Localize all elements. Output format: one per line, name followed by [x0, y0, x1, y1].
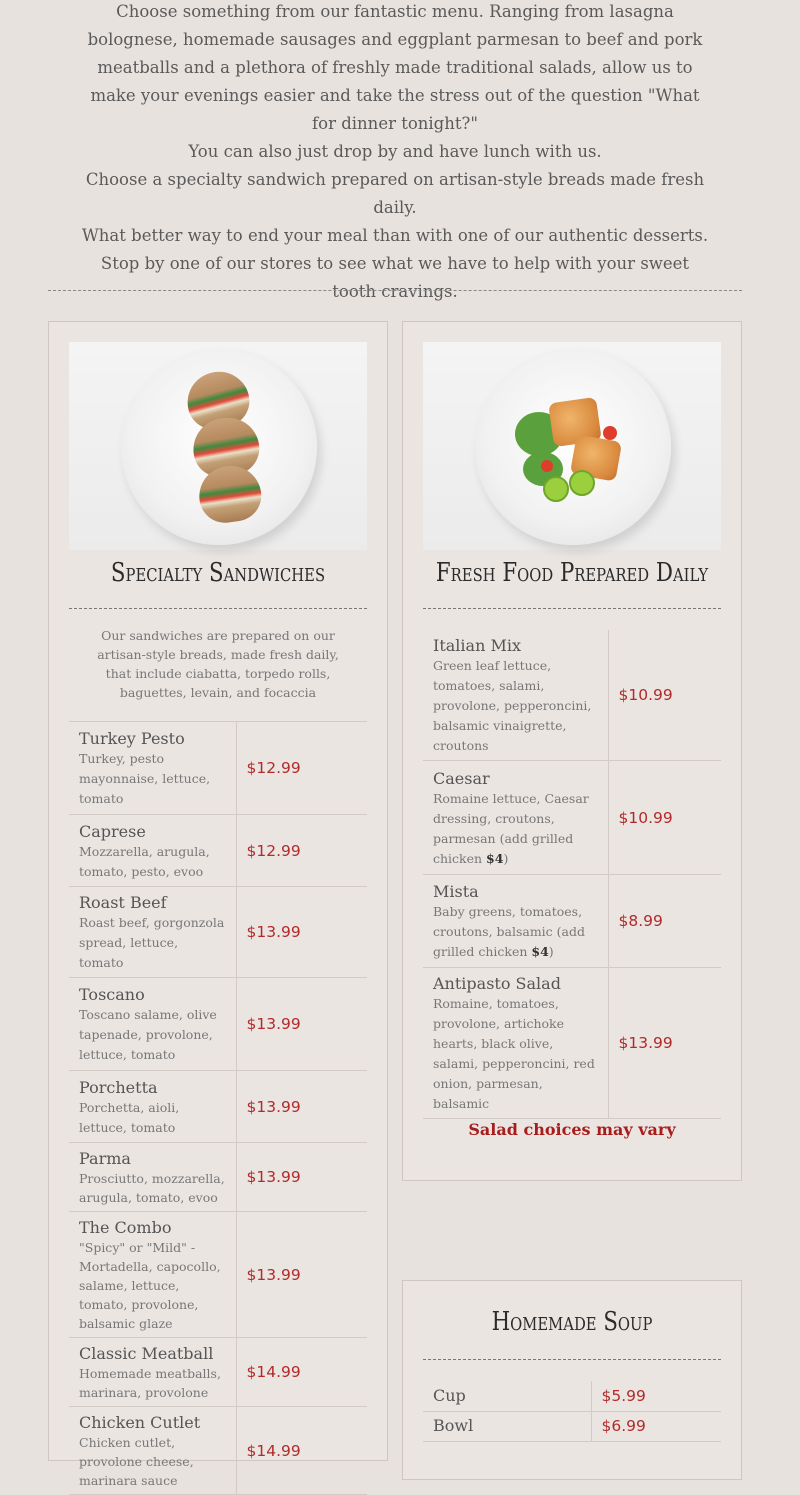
intro-paragraph: Choose something from our fantastic menu. Ranging from lasagna bolognese, homemade sausages and eggplant parmesan to beef and pork meatballs and a plethora of freshly made traditional salads, allow us to make your evenings easier and take the stress out of the question "What for dinner tonight?" — [87, 2, 703, 133]
item-description: Green leaf lettuce, tomatoes, salami, provolone, pepperoncini, balsamic vinaigrette, croutons — [433, 658, 592, 753]
item-name: Bowl — [433, 1416, 474, 1435]
item-description: "Spicy" or "Mild" - Mortadella, capocollo, salame, lettuce, tomato, provolone, balsamic glaze — [79, 1240, 221, 1331]
item-price: $14.99 — [246, 1363, 301, 1381]
intro-text — [80, 0, 710, 306]
item-name: Mista — [433, 882, 479, 901]
intro-line: What better way to end your meal than with one of our authentic desserts. — [81, 226, 709, 245]
item-name: The Combo — [79, 1218, 172, 1237]
salads-card — [402, 321, 742, 1181]
item-name: Turkey Pesto — [79, 729, 185, 748]
item-description: Homemade meatballs, marinara, provolone — [79, 1366, 221, 1400]
sandwiches-description: Our sandwiches are prepared on our artisan-style breads, made fresh daily, that include ciabatta, torpedo rolls, baguettes, levain, and focaccia — [97, 628, 339, 700]
sandwich-photo — [69, 342, 367, 550]
item-price: $13.99 — [246, 1015, 301, 1033]
tomato-shape — [541, 460, 553, 472]
sandwiches-title: Specialty Sandwiches — [110, 558, 326, 588]
item-price: $10.99 — [618, 808, 673, 827]
item-name: Classic Meatball — [79, 1344, 214, 1363]
item-description: Porchetta, aioli, lettuce, tomato — [79, 1099, 180, 1135]
item-price: $6.99 — [601, 1417, 646, 1435]
item-price: $13.99 — [246, 1097, 301, 1116]
item-description: Turkey, pesto mayonnaise, lettuce, tomato — [79, 751, 211, 806]
intro-line: Choose a specialty sandwich prepared on artisan-style breads made fresh daily. — [85, 170, 705, 217]
table-row — [423, 1381, 721, 1411]
table-row — [69, 1407, 367, 1495]
salad-note: Salad choices may vary — [468, 1120, 676, 1139]
lime-slice — [569, 470, 595, 496]
item-description: Prosciutto, mozzarella, arugula, tomato, evoo — [79, 1171, 225, 1205]
table-row — [69, 1143, 367, 1212]
item-name: Italian Mix — [433, 636, 521, 655]
item-price: $12.99 — [246, 759, 301, 777]
table-row — [423, 875, 721, 968]
salad-photo — [423, 342, 721, 550]
item-name: Roast Beef — [79, 893, 167, 912]
table-row — [423, 630, 721, 761]
item-description: Baby greens, tomatoes, croutons, balsamic (add grilled chicken $4) — [433, 904, 585, 959]
item-price: $13.99 — [246, 1265, 301, 1284]
item-name: Antipasto Salad — [433, 974, 561, 993]
sandwiches-card — [48, 321, 388, 1488]
sandwich-menu-table — [69, 721, 367, 1495]
table-row — [69, 722, 367, 815]
title-divider — [69, 608, 367, 609]
section-divider — [48, 290, 742, 291]
table-row — [69, 1338, 367, 1407]
item-name: Caesar — [433, 768, 490, 788]
table-row — [423, 1411, 721, 1441]
item-description: Toscano salame, olive tapenade, provolone, lettuce, tomato — [79, 1007, 217, 1062]
table-row — [69, 815, 367, 887]
intro-line: Stop by one of our stores to see what we have to help with your sweet tooth cravings. — [100, 254, 690, 301]
item-price: $12.99 — [246, 841, 301, 860]
item-name: Cup — [433, 1385, 466, 1405]
table-row — [69, 1071, 367, 1143]
item-name: Porchetta — [79, 1077, 158, 1097]
item-price: $14.99 — [246, 1441, 301, 1460]
table-row — [423, 968, 721, 1119]
lime-slice — [543, 476, 569, 502]
item-price: $13.99 — [246, 923, 301, 941]
soup-title: Homemade Soup — [491, 1307, 653, 1337]
soup-card — [402, 1280, 742, 1480]
item-name: Chicken Cutlet — [79, 1413, 201, 1432]
table-row — [69, 887, 367, 978]
salad-menu-table — [423, 630, 721, 1119]
item-description: Romaine lettuce, Caesar dressing, croutons, parmesan (add grilled chicken $4) — [433, 790, 589, 866]
item-description: Chicken cutlet, provolone cheese, marinara sauce — [79, 1435, 194, 1488]
intro-line: You can also just drop by and have lunch with us. — [188, 142, 602, 161]
item-price: $13.99 — [618, 1034, 673, 1052]
item-description: Mozzarella, arugula, tomato, pesto, evoo — [79, 843, 210, 879]
item-description: Roast beef, gorgonzola spread, lettuce, tomato — [79, 915, 225, 970]
plate-image — [475, 349, 671, 545]
item-price: $8.99 — [618, 912, 663, 930]
tomato-shape — [603, 426, 617, 440]
title-divider — [423, 608, 721, 609]
item-price: $13.99 — [246, 1168, 301, 1186]
item-price: $5.99 — [601, 1386, 646, 1405]
item-name: Toscano — [79, 985, 145, 1004]
table-row — [69, 1212, 367, 1338]
title-divider — [423, 1359, 721, 1360]
table-row — [69, 978, 367, 1071]
item-name: Caprese — [79, 821, 146, 841]
salads-title: Fresh Food Prepared Daily — [435, 558, 709, 588]
table-row — [423, 761, 721, 875]
soup-menu-table — [423, 1381, 721, 1442]
item-description: Romaine, tomatoes, provolone, artichoke hearts, black olive, salami, pepperoncini, red onion, parmesan, balsamic — [433, 996, 595, 1111]
item-price: $10.99 — [618, 686, 673, 704]
item-name: Parma — [79, 1149, 131, 1168]
